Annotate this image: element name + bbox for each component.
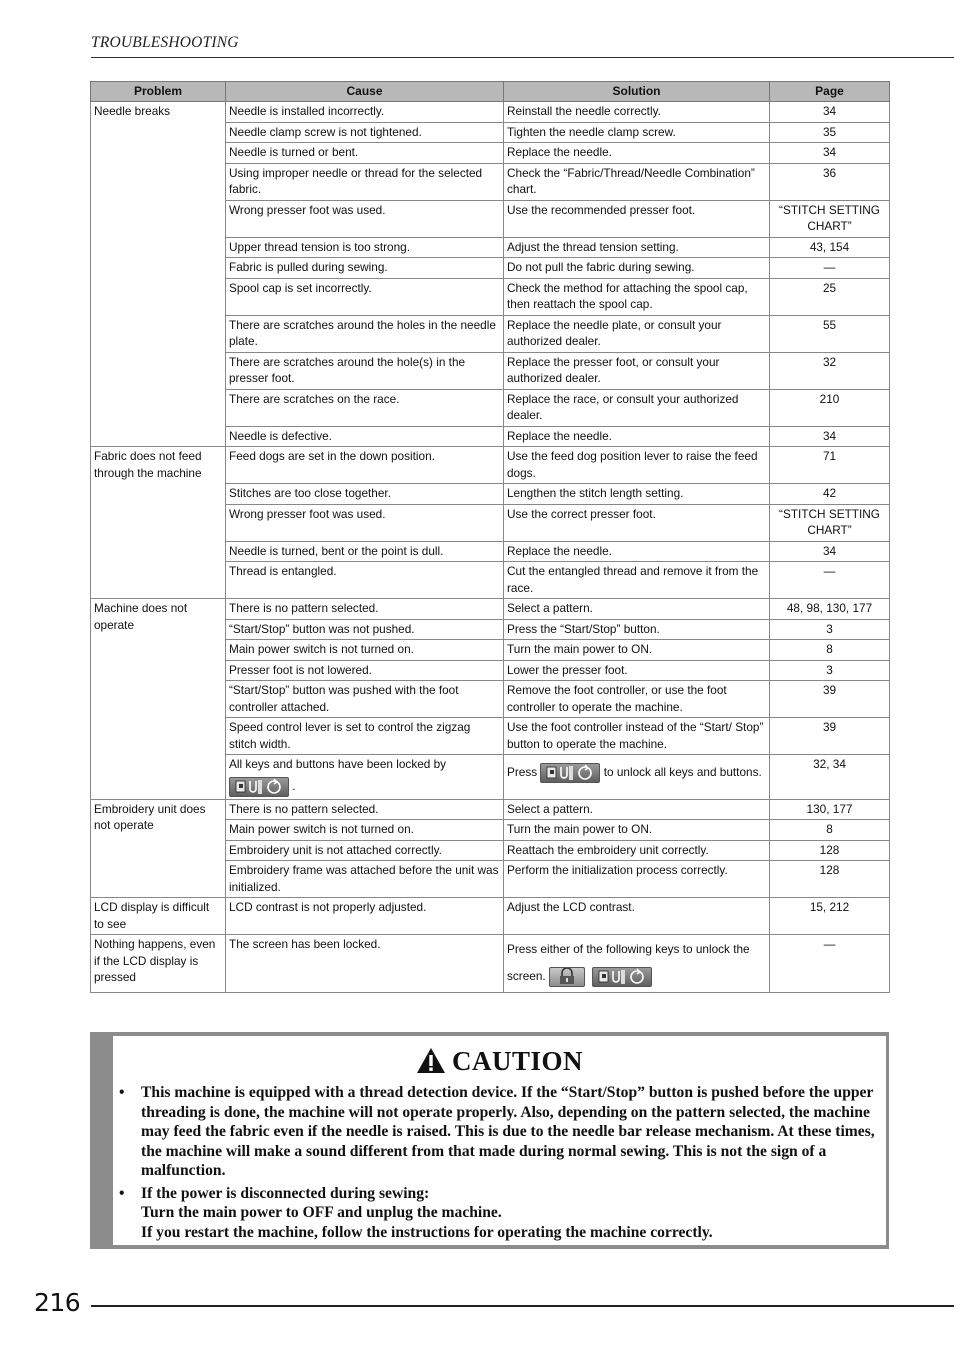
solution-cell <box>504 200 770 237</box>
caution-list <box>119 1083 878 1245</box>
cause-cell <box>226 718 504 755</box>
header-rule <box>91 57 954 58</box>
cause-cell <box>226 258 504 279</box>
solution-text: Turn the main power to ON. <box>507 822 653 836</box>
solution-cell <box>504 562 770 599</box>
page-ref: 42 <box>822 486 837 500</box>
page-ref: 43, 154 <box>809 239 850 254</box>
cause-suffix: . <box>292 778 296 793</box>
solution-text: Select a pattern. <box>507 801 593 816</box>
page-cell <box>770 640 890 661</box>
solution-cell <box>504 718 770 755</box>
solution-text: Replace the presser foot, or consult your authorized dealer. <box>507 354 720 385</box>
solution-text: Replace the race, or consult your authorized dealer. <box>507 391 739 422</box>
page-ref: 8 <box>826 642 833 656</box>
page-ref: “STITCH SETTING CHART” <box>779 202 880 233</box>
solution-cell <box>504 102 770 123</box>
cause-text: Main power switch is not turned on. <box>229 642 414 656</box>
cause-cell <box>226 278 504 315</box>
page-cell <box>770 258 890 279</box>
solution-text: Check the method for attaching the spool cap, then reattach the spool cap. <box>507 280 748 311</box>
page-ref: 8 <box>826 822 833 836</box>
page-ref: 3 <box>826 662 833 677</box>
cause-text: Speed control lever is set to control the zigzag stitch width. <box>229 720 471 751</box>
unlock-screen-icon[interactable] <box>549 967 585 987</box>
warning-icon <box>416 1047 446 1074</box>
page-cell <box>770 315 890 352</box>
page-cell <box>770 799 890 820</box>
page-cell <box>770 562 890 599</box>
solution-text: Lower the presser foot. <box>507 662 628 677</box>
page-ref: — <box>823 564 836 578</box>
solution-text: Adjust the LCD contrast. <box>507 900 635 914</box>
troubleshooting-table <box>90 81 890 993</box>
cause-text: All keys and buttons have been locked by <box>229 757 447 771</box>
cause-cell <box>226 935 504 993</box>
cause-text: Stitches are too close together. <box>229 486 391 500</box>
cause-text: Needle is turned, bent or the point is dull. <box>229 543 444 558</box>
solution-text: Lengthen the stitch length setting. <box>507 486 684 500</box>
solution-cell <box>504 315 770 352</box>
solution-text: Cut the entangled thread and remove it from the race. <box>507 564 759 595</box>
cause-text: Presser foot is not lowered. <box>229 662 372 677</box>
page-cell <box>770 504 890 541</box>
page-cell <box>770 426 890 447</box>
solution-cell <box>504 122 770 143</box>
cause-cell <box>226 237 504 258</box>
page-ref: 130, 177 <box>806 801 853 816</box>
solution-text: Replace the needle. <box>507 543 612 558</box>
solution-cell <box>504 599 770 620</box>
cause-cell <box>226 660 504 681</box>
footer-rule <box>91 1305 954 1307</box>
cause-cell <box>226 315 504 352</box>
problem-cell <box>91 935 226 993</box>
page-cell <box>770 484 890 505</box>
solution-cell <box>504 799 770 820</box>
solution-cell <box>504 389 770 426</box>
lock-key-icon[interactable] <box>229 777 289 797</box>
page-cell <box>770 718 890 755</box>
cause-cell <box>226 163 504 200</box>
solution-cell <box>504 278 770 315</box>
cause-cell <box>226 143 504 164</box>
problem-cell <box>91 599 226 800</box>
column-header-problem: Problem <box>91 82 226 102</box>
solution-cell <box>504 447 770 484</box>
page-cell <box>770 102 890 123</box>
column-header-solution: Solution <box>504 82 770 102</box>
caution-content <box>113 1036 886 1245</box>
cause-text: Needle is defective. <box>229 428 332 443</box>
page-ref: 35 <box>822 124 837 139</box>
solution-cell <box>504 163 770 200</box>
cause-text: Wrong presser foot was used. <box>229 506 386 521</box>
solution-text: Perform the initialization process correctly. <box>507 863 728 877</box>
solution-text: Replace the needle plate, or consult your authorized dealer. <box>507 317 722 348</box>
page-cell <box>770 755 890 800</box>
caution-title: CAUTION <box>451 1046 583 1076</box>
page-cell <box>770 599 890 620</box>
solution-cell <box>504 619 770 640</box>
page-ref: 15, 212 <box>809 900 850 914</box>
cause-cell <box>226 898 504 935</box>
solution-text: Use the foot controller instead of the “Start/ Stop” button to operate the machine. <box>507 720 764 751</box>
cause-text: There is no pattern selected. <box>229 801 379 816</box>
cause-cell <box>226 820 504 841</box>
column-header-page: Page <box>770 82 890 102</box>
cause-text: Thread is entangled. <box>229 564 337 578</box>
page-cell <box>770 898 890 935</box>
solution-cell <box>504 237 770 258</box>
table-row <box>91 799 890 820</box>
bullet: • <box>119 1084 125 1101</box>
caution-item-text: This machine is equipped with a thread detection device. If the “Start/Stop” button is pushed before the upper threading is done, the machine will not operate properly. Also, depending on the pattern selected, the machine may feed the fabric even if the needle is raised. This is due to the needle bar release mechanism. At these times, the machine will make a sound different from that made during normal sewing. This is not the sign of a malfunction. <box>141 1084 875 1179</box>
cause-text: Embroidery unit is not attached correctly. <box>229 842 442 857</box>
cause-cell <box>226 504 504 541</box>
page-cell <box>770 861 890 898</box>
solution-cell <box>504 820 770 841</box>
cause-cell <box>226 389 504 426</box>
caution-item-line: If the power is disconnected during sewing: <box>141 1184 430 1202</box>
solution-text: Press either of the following keys to unlock the screen. <box>507 942 750 983</box>
cause-text: LCD contrast is not properly adjusted. <box>229 900 427 914</box>
solution-text: Use the recommended presser foot. <box>507 202 696 217</box>
cause-cell <box>226 562 504 599</box>
solution-text: Press the “Start/Stop” button. <box>507 621 660 636</box>
page-cell <box>770 660 890 681</box>
table-row <box>91 599 890 620</box>
cause-cell <box>226 840 504 861</box>
cause-text: There are scratches around the holes in the needle plate. <box>229 317 496 348</box>
column-header-cause: Cause <box>226 82 504 102</box>
cause-cell <box>226 484 504 505</box>
page-cell <box>770 122 890 143</box>
page-ref: 128 <box>819 863 840 877</box>
problem-cell <box>91 799 226 898</box>
page-cell <box>770 200 890 237</box>
problem-cell <box>91 447 226 599</box>
cause-cell <box>226 640 504 661</box>
page-ref: 25 <box>822 280 837 295</box>
page-ref: 36 <box>822 165 837 180</box>
page-cell <box>770 352 890 389</box>
caution-item-line: Turn the main power to OFF and unplug the machine. <box>141 1204 502 1221</box>
cause-text: Needle is turned or bent. <box>229 145 359 159</box>
page-ref: 48, 98, 130, 177 <box>786 601 873 615</box>
problem-text: Fabric does not feed through the machine <box>94 449 202 480</box>
section-header: TROUBLESHOOTING <box>91 34 239 51</box>
page-ref: 32 <box>822 354 837 369</box>
cause-text: Needle clamp screw is not tightened. <box>229 124 422 139</box>
page-ref: 39 <box>822 683 837 697</box>
solution-cell <box>504 755 770 800</box>
page-cell <box>770 143 890 164</box>
table-row <box>91 898 890 935</box>
page-cell <box>770 681 890 718</box>
cause-text: Fabric is pulled during sewing. <box>229 260 388 274</box>
solution-text: Check the “Fabric/Thread/Needle Combination” chart. <box>507 165 755 196</box>
problem-text: Embroidery unit does not operate <box>94 801 206 832</box>
cause-text: Wrong presser foot was used. <box>229 202 386 217</box>
table-header-row <box>91 82 890 102</box>
solution-cell <box>504 898 770 935</box>
solution-cell <box>504 640 770 661</box>
page-cell <box>770 163 890 200</box>
page-cell <box>770 619 890 640</box>
solution-cell <box>504 352 770 389</box>
page-cell <box>770 237 890 258</box>
page-cell <box>770 541 890 562</box>
page-number: 216 <box>34 1288 81 1317</box>
cause-text: Spool cap is set incorrectly. <box>229 280 372 295</box>
solution-text: Select a pattern. <box>507 601 593 615</box>
page-cell <box>770 278 890 315</box>
solution-cell <box>504 660 770 681</box>
cause-text: “Start/Stop” button was pushed with the foot controller attached. <box>229 683 459 714</box>
cause-text: Using improper needle or thread for the selected fabric. <box>229 165 483 196</box>
caution-item-line: If you restart the machine, follow the instructions for operating the machine correctly. <box>141 1223 713 1241</box>
cause-cell <box>226 352 504 389</box>
page-cell <box>770 820 890 841</box>
cause-cell <box>226 200 504 237</box>
caution-box <box>90 1032 889 1249</box>
solution-text: Press <box>507 765 538 779</box>
table-body <box>91 102 890 993</box>
cause-cell <box>226 122 504 143</box>
page-ref: 210 <box>819 391 840 406</box>
caution-item <box>119 1083 878 1181</box>
page-ref: — <box>823 937 836 951</box>
lock-key-icon[interactable] <box>592 967 652 987</box>
problem-text: Nothing happens, even if the LCD display is pressed <box>94 937 216 984</box>
problem-cell <box>91 898 226 935</box>
solution-text: Remove the foot controller, or use the foot controller to operate the machine. <box>507 683 727 714</box>
solution-text: Turn the main power to ON. <box>507 642 653 656</box>
cause-text: Upper thread tension is too strong. <box>229 239 410 254</box>
page-cell <box>770 935 890 993</box>
solution-cell <box>504 861 770 898</box>
bullet: • <box>119 1184 125 1202</box>
cause-cell <box>226 426 504 447</box>
page-cell <box>770 389 890 426</box>
solution-text: Use the feed dog position lever to raise the feed dogs. <box>507 449 758 480</box>
solution-cell <box>504 681 770 718</box>
cause-text: There are scratches around the hole(s) in the presser foot. <box>229 354 466 385</box>
solution-cell <box>504 258 770 279</box>
cause-text: Embroidery frame was attached before the unit was initialized. <box>229 863 499 894</box>
cause-cell <box>226 102 504 123</box>
cause-cell <box>226 619 504 640</box>
solution-cell <box>504 426 770 447</box>
problem-text: Machine does not operate <box>94 601 188 632</box>
table-row <box>91 102 890 123</box>
problem-text: Needle breaks <box>94 104 171 118</box>
page-cell <box>770 447 890 484</box>
page-ref: 55 <box>822 317 837 332</box>
page-ref: 71 <box>822 449 837 463</box>
solution-cell <box>504 935 770 993</box>
page-ref: — <box>823 260 836 274</box>
cause-cell <box>226 861 504 898</box>
cause-cell <box>226 541 504 562</box>
solution-cell <box>504 484 770 505</box>
cause-cell <box>226 755 504 800</box>
solution-text: Reattach the embroidery unit correctly. <box>507 842 709 857</box>
solution-text: Tighten the needle clamp screw. <box>507 124 676 139</box>
cause-text: The screen has been locked. <box>229 937 381 951</box>
solution-suffix: to unlock all keys and buttons. <box>603 765 762 779</box>
caution-heading <box>113 1046 886 1077</box>
page-ref: “STITCH SETTING CHART” <box>779 506 880 537</box>
solution-text: Use the correct presser foot. <box>507 506 656 521</box>
caution-item <box>119 1184 878 1243</box>
solution-text: Do not pull the fabric during sewing. <box>507 260 695 274</box>
table-row <box>91 935 890 993</box>
cause-cell <box>226 447 504 484</box>
page-ref: 34 <box>822 428 837 443</box>
page-ref: 128 <box>819 842 840 857</box>
problem-text: LCD display is difficult to see <box>94 900 210 931</box>
cause-text: There are scratches on the race. <box>229 391 400 406</box>
page-cell <box>770 840 890 861</box>
page-ref: 34 <box>822 145 837 159</box>
cause-text: Feed dogs are set in the down position. <box>229 449 435 463</box>
solution-text: Reinstall the needle correctly. <box>507 104 661 118</box>
cause-text: Main power switch is not turned on. <box>229 822 414 836</box>
table-row <box>91 447 890 484</box>
solution-text: Adjust the thread tension setting. <box>507 239 679 254</box>
cause-cell <box>226 799 504 820</box>
page-ref: 34 <box>822 543 837 558</box>
page-ref: 34 <box>822 104 837 118</box>
lock-key-icon[interactable] <box>540 763 600 783</box>
solution-text: Replace the needle. <box>507 145 612 159</box>
solution-cell <box>504 143 770 164</box>
page-ref: 3 <box>826 621 833 636</box>
cause-cell <box>226 599 504 620</box>
page-ref: 32, 34 <box>813 757 846 771</box>
cause-text: “Start/Stop” button was not pushed. <box>229 621 415 636</box>
solution-text: Replace the needle. <box>507 428 612 443</box>
page-ref: 39 <box>822 720 837 734</box>
cause-cell <box>226 681 504 718</box>
cause-text: Needle is installed incorrectly. <box>229 104 385 118</box>
solution-cell <box>504 504 770 541</box>
solution-cell <box>504 541 770 562</box>
problem-cell <box>91 102 226 447</box>
cause-text: There is no pattern selected. <box>229 601 379 615</box>
solution-cell <box>504 840 770 861</box>
